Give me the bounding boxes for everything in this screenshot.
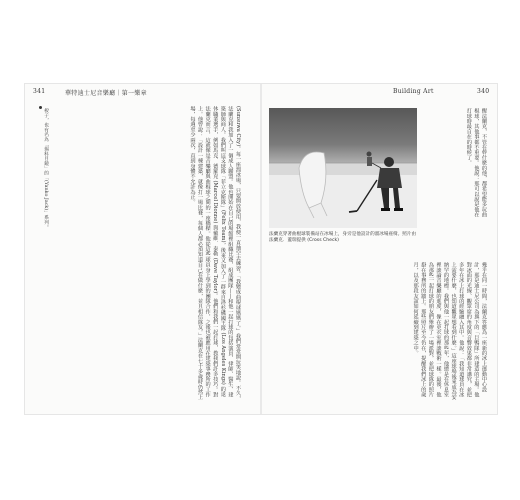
- right-page-number: 340: [477, 88, 490, 95]
- photo-caption: 法蘭克穿著曲棍球裝備站在冰場上，身旁是他設計的溜冰場座椅。照片由法蘭克．蓋瑞提供 (Cross Check): [269, 232, 417, 243]
- left-margin-note: 板子，也有名為「揚科目鏡」的「(Yanko Jack)」系列。: [43, 108, 48, 230]
- left-body-text: (Sunsuwa City)。每一座溜冰場，只要開放使用，我便一直抽空去練習。「我變成曲棍球媽媽了。」我們常常開玩笑地說。不久，法蘭克和我加入了一個成人聯盟。他也開始在自己的場館裡組織比賽，組成團隊——和他一起打球的包括演員、律師、醫生、建築師與商人。我們叫這支球隊「菲立克斯隊」(Felix Team)，後來又加入了一群來自洛杉磯國王隊 (Los Angeles Kings) 的退休職業選手，例如馬克．德羅克 (Marcel Dionne) 與戴維．泰勒 (Dave Taylor)。他們和我們一起打球，教我們許多技巧。對法蘭克而言，這就像是音樂廳與曲棍球之間的一座橋樑。他從這些球員身上學到的團隊合作，之後也被應用在建築事務所的工作上。他曾說：「設計一棟建築，就像打一場比賽，每個人都必須知道自己在做什麼，並且相信隊友。」法蘭克在七十多歲時仍然上場，每週至少兩次，直到身體不允許為止。: [189, 106, 241, 401]
- book-spread: [25, 84, 497, 414]
- hockey-scene-illustration: [269, 108, 417, 228]
- right-top-text: 醒法蘭克，不管在幹什麼的他，都希望能多玩曲棍球，其他事都不重要。他說：那可以說是他在打球時最自在的時候了。: [465, 108, 487, 218]
- hockey-photo: [269, 108, 417, 228]
- right-running-title: Building Art: [393, 88, 434, 95]
- right-body-text: 幾乎在同一時間，法蘭克答應為一座新的冰上運動中心設計，那是迪士尼公司為旗下的「巨鴨隊」所建造的主場。他對冰面的光線、觀眾席的角度與音響效果都非常講究，並把多年在冰上打球的經驗融入其中。他說：「我知道球員在冰上需要什麼，也知道觀眾想看到什麼。」這座球場後來成為安納罕的地標。我們與他一起打球的那些年，他總是在休息室裡談論音樂廳的進度，像在更衣室裡談戰術一樣。最後，他為那些一起打球的朋友們舉辦了一場派對，並把球隊的照片掛在事務所的牆上。那些照片至今仍在，提醒我們冰上的歲月，以及那段友誼如何延續到建築之中。: [412, 262, 487, 400]
- left-running-title: 華特迪士尼音樂廳｜第一樂章: [65, 90, 147, 97]
- gutter: [260, 84, 262, 414]
- left-page-number: 341: [33, 88, 46, 95]
